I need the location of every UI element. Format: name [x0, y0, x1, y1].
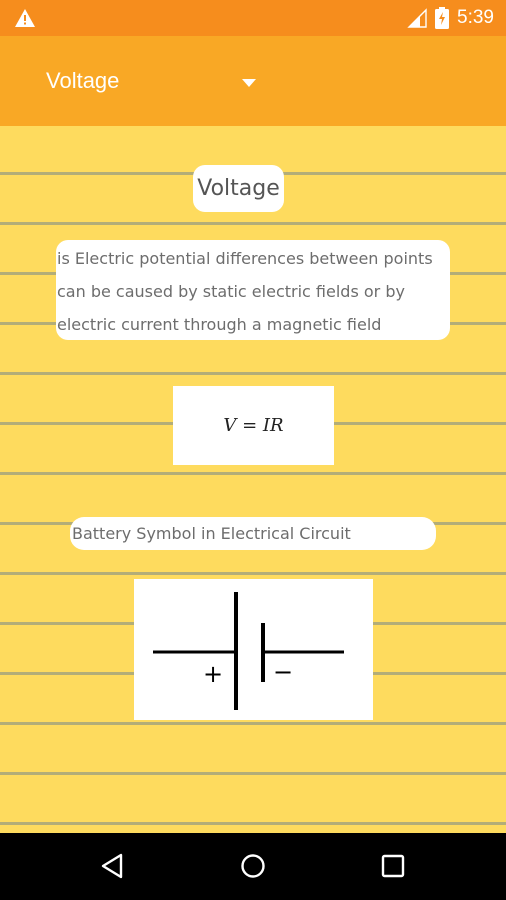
spinner-selected-label: Voltage	[46, 68, 120, 93]
home-button[interactable]	[228, 843, 278, 889]
formula-image: V = IR	[173, 386, 334, 465]
battery-symbol-diagram	[134, 579, 373, 720]
recents-button[interactable]	[368, 843, 418, 889]
topic-description: is Electric potential differences between points can be caused by static electric fields or by electric current through a magnetic field	[56, 240, 450, 340]
negative-terminal-label: −	[272, 658, 294, 686]
home-icon	[240, 853, 266, 879]
battery-caption: Battery Symbol in Electrical Circuit	[70, 517, 436, 550]
back-button[interactable]	[88, 843, 138, 889]
back-icon	[100, 853, 126, 879]
recents-icon	[381, 854, 405, 878]
topic-title: Voltage	[193, 165, 284, 212]
content-area	[0, 126, 506, 833]
clock: 5:39	[457, 7, 494, 28]
navigation-bar	[0, 833, 506, 900]
signal-icon	[407, 8, 427, 28]
battery-icon	[435, 7, 449, 29]
toolbar	[0, 36, 506, 126]
battery-symbol-image	[134, 579, 373, 720]
topic-spinner[interactable]	[46, 36, 266, 126]
warning-icon	[14, 8, 36, 28]
status-bar	[0, 0, 506, 36]
positive-terminal-label: +	[202, 660, 224, 688]
dropdown-arrow-icon	[242, 79, 256, 87]
